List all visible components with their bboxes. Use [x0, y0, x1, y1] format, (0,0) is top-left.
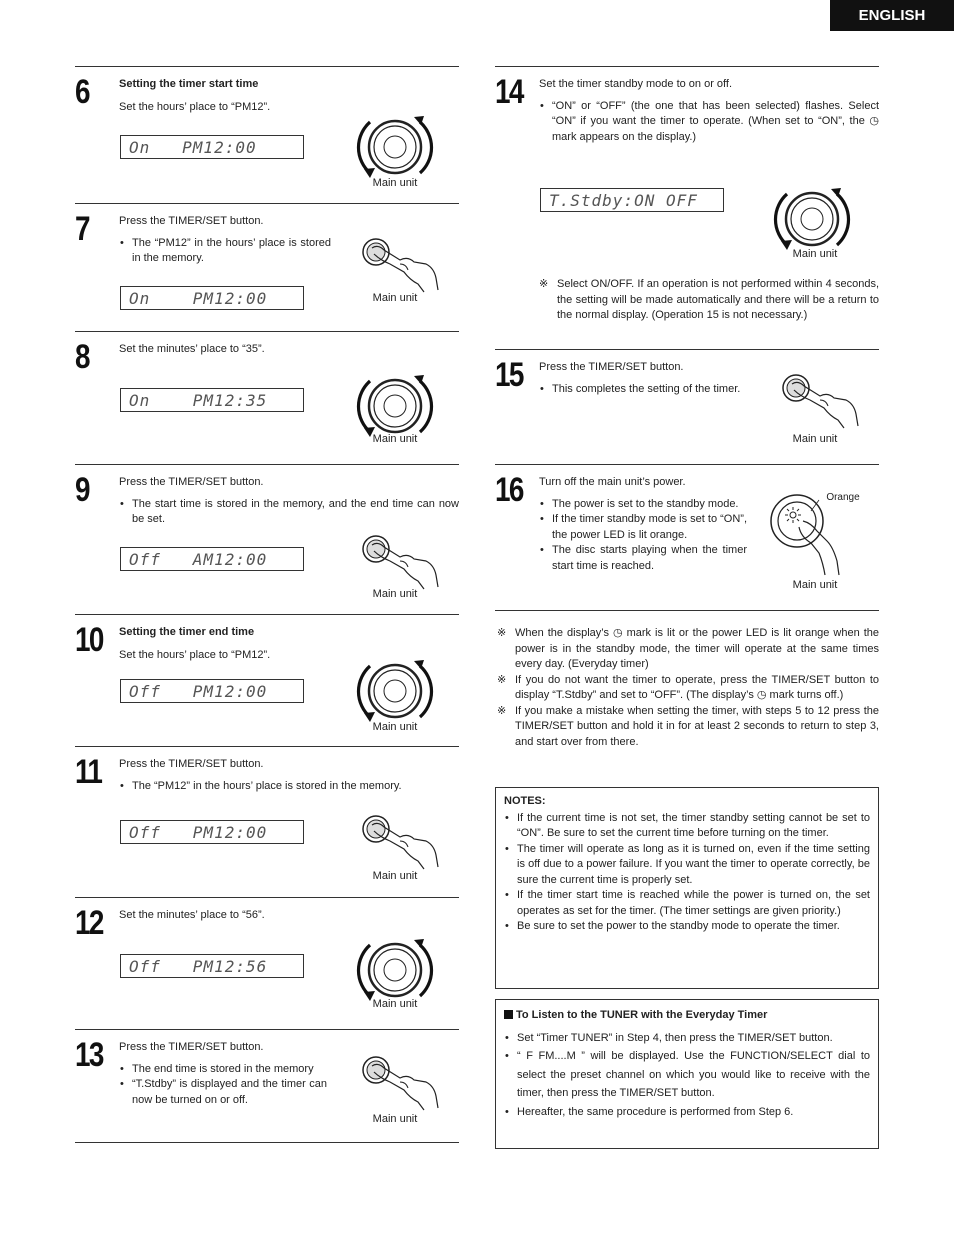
step-8 [75, 331, 459, 465]
remark-item [497, 626, 879, 673]
step-text: Set the hours’ place to “PM12”. [119, 100, 271, 113]
step-16 [495, 464, 879, 611]
main-unit-caption: Main unit [792, 433, 838, 445]
step-heading: Setting the timer end time [119, 626, 255, 638]
step-text: Press the TIMER/SET button. [119, 1041, 264, 1053]
note-item: • Be sure to set the power to the standby mode to operate the timer. [504, 919, 870, 935]
reference-mark-icon: ※ [497, 704, 507, 717]
remarks [497, 626, 879, 750]
main-unit-caption: Main unit [372, 292, 418, 304]
display-lcd: Off PM12:00 [120, 679, 304, 703]
main-unit-caption: Main unit [372, 721, 418, 733]
step-number: 15 [495, 356, 523, 394]
tuner-box [495, 999, 879, 1149]
step-text: Set the timer standby mode to on or off. [539, 78, 733, 90]
notes-box [495, 787, 879, 989]
step-15 [495, 349, 879, 465]
step-number: 13 [75, 1036, 103, 1074]
step-number: 11 [75, 753, 102, 791]
remark-item [497, 673, 879, 704]
tuner-item: • “ F FM....M ” will be displayed. Use the FUNCTION/SELECT dial to select the preset channel on which you would like to receive with the timer, then press the TIMER/SET button. [504, 1047, 870, 1103]
bullet: • If the timer standby mode is set to “ON”, the power LED is lit orange. [539, 512, 747, 543]
main-unit-caption: Main unit [792, 579, 838, 591]
main-unit-caption: Main unit [372, 870, 418, 882]
step-14-note [539, 277, 879, 324]
main-unit-caption: Main unit [792, 248, 838, 260]
step-text: Press the TIMER/SET button. [539, 361, 684, 373]
finger-press-icon [360, 1052, 450, 1117]
bullet: • “T.Stdby” is displayed and the timer can now be turned on or off. [119, 1077, 327, 1108]
note-text: Select ON/OFF. If an operation is not performed within 4 seconds, the setting will be made automatically and there will be a return to the normal display. (Operation 15 is not necessary.) [557, 278, 879, 321]
bullet: • The end time is stored in the memory [119, 1062, 327, 1078]
bullet: • “ON” or “OFF” (the one that has been selected) flashes. Select “ON” if you want the timer to operate. (When set to “ON”, the ◷ mark appears on the display.) [539, 99, 879, 146]
step-text: Press the TIMER/SET button. [119, 215, 264, 227]
tuner-item: • Set “Timer TUNER” in Step 4, then press the TIMER/SET button. [504, 1029, 870, 1048]
step-text: Press the TIMER/SET button. [119, 476, 264, 488]
step-text: Press the TIMER/SET button. [119, 758, 264, 770]
bullet: • The power is set to the standby mode. [539, 497, 747, 513]
display-lcd: On PM12:35 [120, 388, 304, 412]
tuner-item: • Hereafter, the same procedure is performed from Step 6. [504, 1103, 870, 1122]
language-tab: ENGLISH [830, 0, 954, 31]
remark-text: If you do not want the timer to operate, press the TIMER/SET button to display “T.Stdby” and set to “OFF”. (The display’s ◷ mark turns off.) [515, 673, 879, 701]
step-number: 10 [75, 621, 103, 659]
step-text: Set the minutes’ place to “56”. [119, 909, 265, 921]
finger-press-icon [360, 811, 450, 876]
display-lcd: On PM12:00 [120, 286, 304, 310]
remark-item [497, 704, 879, 751]
step-7 [75, 203, 459, 332]
step-heading: Setting the timer start time [119, 78, 259, 90]
note-item: • If the timer start time is reached while the power is turned on, the set operates as set for the timer. (The timer settings are given priority.) [504, 888, 870, 919]
step-text: Set the hours’ place to “PM12”. [119, 648, 271, 661]
display-lcd: Off AM12:00 [120, 547, 304, 571]
display-lcd: Off PM12:00 [120, 820, 304, 844]
power-button-icon [767, 491, 867, 580]
note-item: • The timer will operate as long as it is turned on, even if the time setting is off due to a power failure. If you want the timer to operate correctly, be sure the current time is properly set. [504, 842, 870, 889]
bullet: • The “PM12” in the hours’ place is stored in the memory. [119, 779, 459, 795]
step-12 [75, 897, 459, 1030]
notes-title: NOTES: [504, 795, 546, 807]
bullet: • This completes the setting of the timer. [539, 382, 747, 398]
step-14 [495, 66, 879, 350]
step-number: 8 [75, 338, 89, 376]
step-number: 16 [495, 471, 523, 509]
finger-press-icon [780, 370, 870, 435]
reference-mark-icon: ※ [539, 278, 549, 290]
main-unit-caption: Main unit [372, 177, 418, 189]
main-unit-caption: Main unit [372, 433, 418, 445]
step-number: 9 [75, 471, 89, 509]
note-item: • If the current time is not set, the timer standby setting cannot be set to “ON”. Be sure to set the current time before turning on the timer. [504, 811, 870, 842]
step-number: 6 [75, 73, 89, 111]
bullet: • The start time is stored in the memory, and the end time can now be set. [119, 497, 459, 528]
step-6 [75, 66, 459, 204]
tuner-title-text: To Listen to the TUNER with the Everyday Timer [516, 1009, 768, 1021]
main-unit-caption: Main unit [372, 998, 418, 1010]
tuner-title [504, 1006, 870, 1025]
bullet: • The “PM12” in the hours’ place is stored in the memory. [119, 236, 331, 267]
step-number: 7 [75, 210, 89, 248]
step-number: 14 [495, 73, 523, 111]
reference-mark-icon: ※ [497, 627, 507, 639]
reference-mark-icon: ※ [497, 673, 507, 686]
square-bullet-icon [504, 1010, 513, 1019]
step-10 [75, 614, 459, 747]
finger-press-icon [360, 531, 450, 596]
display-lcd: T.Stdby:ON OFF [540, 188, 724, 212]
orange-label: Orange [826, 492, 860, 503]
step-13 [75, 1029, 459, 1143]
step-9 [75, 464, 459, 615]
step-11 [75, 746, 459, 898]
remark-text: If you make a mistake when setting the timer, with steps 5 to 12 press the TIMER/SET button and hold it in for at least 2 seconds to return to step 3, and start over from there. [515, 704, 879, 748]
main-unit-caption: Main unit [372, 1113, 418, 1125]
display-lcd: On PM12:00 [120, 135, 304, 159]
step-text: Turn off the main unit’s power. [539, 476, 686, 488]
bullet: • The disc starts playing when the timer start time is reached. [539, 543, 747, 574]
remark-text: When the display’s ◷ mark is lit or the power LED is lit orange when the power is in the standby mode, the timer will operate at the same times every day. (Everyday timer) [515, 627, 879, 670]
finger-press-icon [360, 234, 450, 299]
step-text: Set the minutes’ place to “35”. [119, 343, 265, 355]
main-unit-caption: Main unit [372, 588, 418, 600]
step-number: 12 [75, 904, 103, 942]
display-lcd: Off PM12:56 [120, 954, 304, 978]
